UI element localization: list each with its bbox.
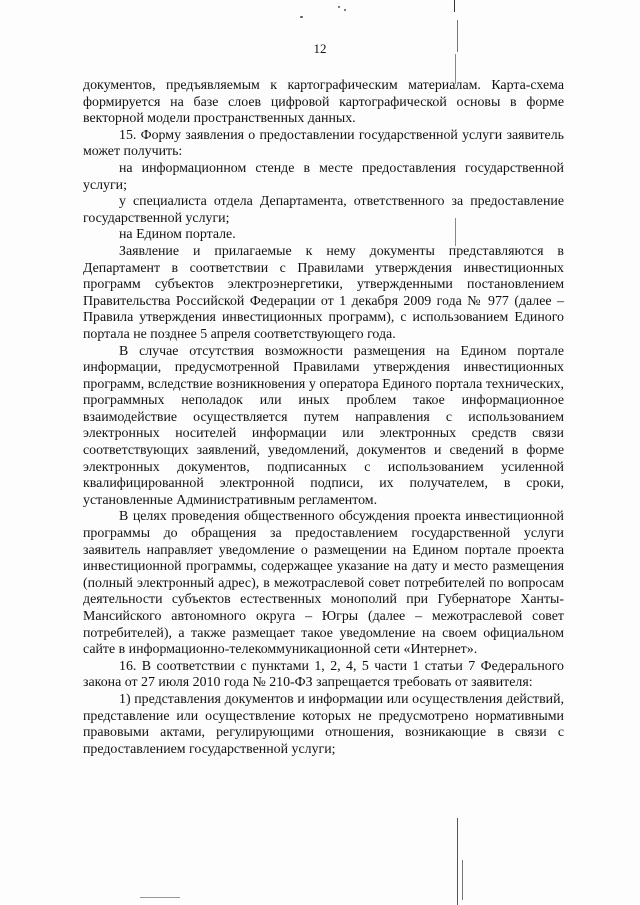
scan-edge-line [462, 860, 463, 900]
body-text [83, 78, 564, 758]
paragraph: на информационном стенде в месте предоставления государственной услуги; [83, 160, 564, 193]
paragraph: 1) представления документов и информации или осуществления действий, представление или осуществление которых не предусмотрено нормативными правовыми актами, регулирующими отношения, возникающие в связи с предоставлением государственной услуги; [83, 691, 564, 757]
scan-edge-line [457, 818, 458, 905]
paragraph: Заявление и прилагаемые к нему документы представляются в Департамент в соответствии с Правилами утверждения инвестиционных программ субъектов электроэнергетики, утвержденными постановлением Правительства Российской Федерации от 1 декабря 2009 года № 977 (далее – Правила утверждения инвестиционных программ), с использованием Единого портала не позднее 5 апреля соответствующего года. [83, 243, 564, 342]
scan-dots [140, 897, 180, 898]
paragraph: 15. Форму заявления о предоставлении государственной услуги заявитель может получить: [83, 127, 564, 160]
scan-speck [300, 16, 303, 18]
paragraph: на Едином портале. [119, 227, 236, 243]
paragraph: документов, предъявляемым к картографическим материалам. Карта-схема формируется на базе слоев цифровой картографической основы в форме векторной модели пространственных данных. [83, 78, 564, 127]
page-number: 12 [313, 41, 327, 56]
paragraph: 16. В соответствии с пунктами 1, 2, 4, 5 части 1 статьи 7 Федерального закона от 27 июля 2010 года № 210-ФЗ запрещается требовать от заявителя: [83, 658, 564, 691]
scan-speck [338, 6, 340, 8]
scan-edge-line [454, 0, 455, 12]
paragraph: у специалиста отдела Департамента, ответственного за предоставление государственной услуги; [83, 194, 564, 226]
paragraph: В случае отсутствия возможности размещения на Едином портале информации, предусмотренной Правилами утверждения инвестиционных программ, вследствие возникновения у оператора Единого портала технических, программных неполадок или иных проблем такое информационное взаимодействие осуществляется путем направления с использованием электронных носителей информации или электронных средств связи соответствующих заявлений, уведомлений, документов и сведений в форме электронных документов, подписанных с использованием усиленной квалифицированной электронной подписи, их получателем, в сроки, установленные Административным регламентом. [83, 343, 564, 508]
scan-speck [344, 9, 346, 11]
paragraph: В целях проведения общественного обсуждения проекта инвестиционной программы до обращения за предоставлением государственной услуги заявитель направляет уведомление о размещении на Едином портале проекта инвестиционной программы, содержащее указание на дату и место размещения (полный электронный адрес), в межотраслевой совет потребителей по вопросам деятельности субъектов естественных монополий при Губернаторе Ханты-Мансийского автономного округа – Югры (далее – межотраслевой совет потребителей), а также размещает такое уведомление на своем официальном сайте в информационно-телекоммуникационной сети «Интернет». [83, 509, 564, 658]
